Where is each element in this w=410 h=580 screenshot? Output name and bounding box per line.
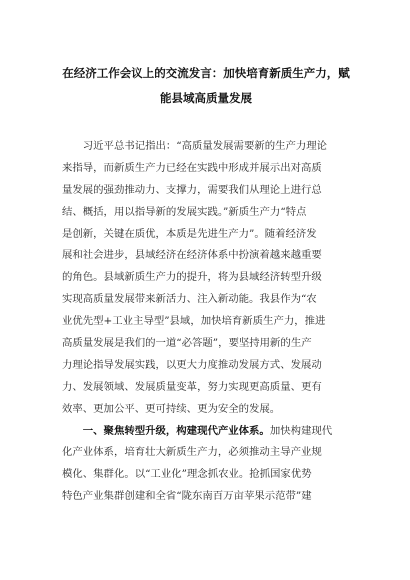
paragraph-intro [62,136,350,421]
text-line: 展和社会进步，县域经济在经济体系中扮演着越来越重要 [62,249,322,262]
text-line: 效率、更加公平、更可持续、更为安全的发展。 [62,402,281,415]
text-line: 的角色。县域新质生产力的提升，将为县域经济转型升级 [62,271,322,284]
section-1-heading-rest: 加快构建现代 [269,424,333,437]
text-line: 来指导，而新质生产力已经在实践中形成并展示出对高质 [62,161,322,174]
text-line: 化产业体系，培育壮大新质生产力，必须推动主导产业规 [62,446,322,459]
text-line: 特色产业集群创建和全省“陇东南百万亩苹果示范带”建 [62,490,312,503]
text-line: 是创新，关键在质优，本质是先进生产力”。随着经济发 [62,227,317,240]
text-line: 力、发展领域、发展质量变革，努力实现更高质量、更有 [62,380,322,393]
text-line: 力理论指导发展实践，以更大力度推动发展方式、发展动 [62,358,322,371]
title-line-2: 能县域高质量发展 [160,91,252,105]
text-line: 业优先型+工业主导型”县域，加快培育新质生产力，推进 [62,315,326,328]
title-line-1: 在经济工作会议上的交流发言：加快培育新质生产力，赋 [62,66,350,80]
text-line: 结、概括，用以指导新的发展实践。”新质生产力“特点 [62,205,307,218]
text-line: 高质量发展是我们的一道“必答题”，要坚持用新的生产 [62,337,312,350]
text-line: 量发展的强劲推动力、支撑力，需要我们从理论上进行总 [62,183,322,196]
section-1-first-line [62,421,350,443]
section-1 [62,421,350,509]
text-line: 模化、集群化。以“工业化”理念抓农业。抢抓国家优势 [62,468,312,481]
text-line: 实现高质量发展带来新活力、注入新动能。我县作为“农 [62,293,317,306]
document-title [56,61,356,111]
document-body [62,136,350,508]
section-1-heading: 一、聚焦转型升级，构建现代产业体系。 [62,424,270,437]
text-line: 习近平总书记指出：“高质量发展需要新的生产力理论 [62,140,328,152]
